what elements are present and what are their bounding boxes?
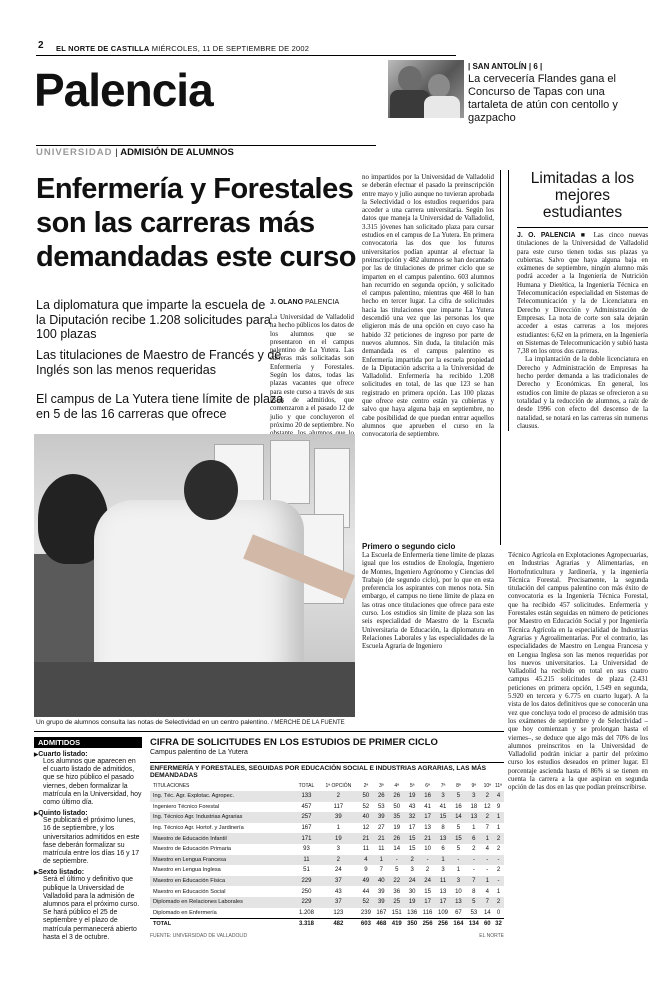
cell-value: 5: [456, 846, 461, 853]
cell-value: 229: [294, 876, 318, 887]
teaser-kicker: | SAN ANTOLÍN | 6 |: [468, 62, 543, 71]
cell-value: 14: [483, 909, 491, 916]
cell-value: 13: [439, 888, 447, 895]
cell-value: 2: [496, 846, 501, 853]
column-header: 8ª: [456, 783, 461, 789]
total-row: [150, 918, 504, 929]
cell-value: 117: [333, 803, 344, 810]
page-number: 2: [38, 40, 44, 51]
table-header-row: [150, 781, 504, 791]
cell-value: 5: [456, 825, 461, 832]
row-label: Maestro en Lengua Francesa: [150, 855, 294, 866]
byline-place: PALENCIA: [305, 299, 340, 306]
admitidos-box: [34, 737, 142, 942]
cell-value: 50: [393, 803, 401, 810]
column-header: 5ª: [409, 783, 415, 789]
column-header: 6ª: [425, 783, 430, 789]
cell-value: 36: [393, 888, 401, 895]
body-column-4: Técnico Agrícola en Explotaciones Agropecuarias, en Industrias Agrarias y Alimentarias, en Hortofruticultura y Jardinería, y la ingeniería Técnica Forestal. Precisamente, la segunda titulación del campus palentino con más éxito de convocatoria es la Ingeniería Técnica Forestal, que ha recibido 457 solicitudes. Enfermería y Forestales están seguidas en número de peticiones por Maestro en Educación Social y por Ingeniería Técnica Agrícola en la especialidad de Industrias Agrarias y Agroalimentarias. Por el contrario, las especialidades de Maestro en Lengua Francesa y en Lengua Inglesa son las menos requeridas por los nuevos universitarios. La Universidad de Valladolid ha recibido en total en sus cuatro campus 45.215 solicitudes de plaza (2.431 peticiones en primera opción, 1.549 en segunda, 5.920 en tercera y 6.775 en cuarto lugar). A la vista de los datos definitivos que se conocerán una vez que concluya todo el proceso de admisión tras los exámenes de septiembre y de Selectividad –que hoy comienzan y se prolongan hasta el viernes–, se deduce que algo más del 70% de los alumnos preinscritos en la Universidad de Valladolid podrán iniciar a partir del próximo curso los estudios deseados en primer lugar. El porcentaje ascienda hasta el 86% si se tienen en cuenta la carrera a la que aspiran en segunda opción de las dos en las que podían preinscribirse.: [508, 552, 648, 792]
row-label: Ing. Téc. Agr. Explotac. Agropec.: [150, 791, 294, 802]
column-header: 10ª: [483, 783, 491, 789]
cell-value: 1: [472, 825, 476, 832]
applications-table-block: [150, 737, 504, 939]
cell-value: 39: [377, 888, 385, 895]
sidebar-author: J. O. PALENCIA: [517, 232, 576, 239]
cell-value: 39: [374, 897, 389, 908]
column-header: 9ª: [471, 783, 477, 789]
column-header: 2ª: [363, 783, 369, 789]
admitidos-item: [34, 751, 142, 807]
total-value: 482: [319, 918, 359, 929]
total-value: 134: [466, 918, 481, 929]
admitidos-title: ADMITIDOS: [34, 737, 142, 748]
cell-value: 19: [319, 833, 359, 844]
row-label: Maestro de Educación Infantil: [150, 833, 294, 844]
byline: [270, 299, 339, 306]
cell-value: 17: [408, 825, 416, 832]
cell-value: 1: [482, 833, 493, 844]
cell-value: 1.208: [298, 909, 314, 916]
table-title: CIFRA DE SOLICITUDES EN LOS ESTUDIOS DE PRIMER CICLO: [150, 737, 438, 748]
sidebar-paragraph: Las cinco nuevas titulaciones de la Universidad de Valladolid para este curso tienen todas sus plazas ya cubiertas. Salvo que haya alguna baja en exámenes de septiembre, ningún alumno más podrá acceder a la Ingeniería de Nutrición Humana y Dietética, la Ingeniería Técnica en Telecomunicación especialidad en Sistemas de Telecomunicación y la de Licenciatura en Derecho y Dirección y Administración de Empresas. La nota de corte son sala dejarán acceder a estas carreras a los mejores estudiantes: 6,62 en la primera, en la Ingeniería en Sistemas de Telecomunicación y subió hasta 7,38 en los otros dos carreras.: [517, 232, 649, 356]
cell-value: 39: [319, 812, 359, 823]
masthead: [56, 44, 309, 53]
cell-value: 6: [441, 846, 445, 853]
cell-value: 43: [335, 888, 342, 895]
body-column-1: La Universidad de Valladolid ha hecho públicos los datos de los alumnos que se presentaron en el campus palentino de La Yutera. Las carreras más solicitadas son Enfermería y Forestales. Según los datos, todas las plazas vacantes que ofrece para este curso a través de sus listas de admitidos, que comenzaron a el pasado 12 de julio y que concluyeron el próximo 20 de septiembre. No: [270, 314, 355, 429]
photo-credit: / MERCHE DE LA FUENTE: [270, 720, 345, 726]
column-header: TITULACIONES: [153, 783, 190, 789]
cell-value: 167: [376, 909, 387, 916]
kicker-section: UNIVERSIDAD: [36, 147, 113, 158]
admitidos-item: [34, 869, 142, 942]
cell-value: 2: [482, 812, 493, 823]
admitidos-item: [34, 810, 142, 866]
cell-value: 3: [441, 867, 445, 874]
cell-value: 15: [424, 888, 431, 895]
total-value: 32: [493, 918, 504, 929]
total-value: 256: [420, 918, 435, 929]
row-label: Maestro en Lengua Inglesa: [153, 867, 221, 874]
table-subtitle: Campus palentino de La Yutera: [150, 749, 248, 756]
table-caption: ENFERMERÍA Y FORESTALES, SEGUIDAS POR EDUCACIÓN SOCIAL E INDUSTRIAS AGRARIAS, LAS MÁS DEMANDADAS: [150, 762, 504, 779]
cell-value: 3: [451, 876, 466, 887]
cell-value: 15: [408, 846, 416, 853]
cell-value: 15: [451, 833, 466, 844]
cell-value: 53: [470, 909, 478, 916]
cell-value: 457: [301, 803, 312, 810]
cell-value: 26: [389, 833, 404, 844]
cell-value: 2: [493, 833, 504, 844]
admitidos-item-body: Se publicará el próximo lunes, 16 de septiembre, y los universitarios admitidos en este fase deberán formalizar su matrícula entre los días 16 y 17 de septiembre.: [43, 817, 140, 866]
cell-value: 21: [358, 833, 373, 844]
cell-value: 26: [374, 791, 389, 802]
cell-value: 109: [438, 909, 449, 916]
cell-value: 2: [425, 867, 430, 874]
cell-value: 12: [362, 825, 370, 832]
cell-value: 17: [420, 812, 435, 823]
admitidos-item-title: ▶ Cuarto listado:: [34, 751, 142, 758]
cell-value: 123: [333, 909, 344, 916]
column-header: 1ª OPCIÓN: [325, 783, 352, 789]
cell-value: 49: [358, 876, 373, 887]
cell-value: 2: [482, 791, 493, 802]
table-row: [150, 844, 504, 855]
teaser-photo: [388, 60, 464, 118]
table-row: [150, 802, 504, 813]
table-row: [150, 823, 504, 834]
cell-value: 10: [424, 846, 431, 853]
cell-value: 4: [493, 791, 504, 802]
sidebar-rule: [517, 227, 648, 228]
cell-value: -: [493, 876, 504, 887]
cell-value: 167: [301, 825, 312, 832]
cell-value: 229: [294, 897, 318, 908]
body-column-2: no impartidos por la Universidad de Valladolid se deberán efectuar el pasado la preinscripción entre mayo y julio aunque no tuvieran aprobada la Selectividad o los estudios requeridos para acceder a una carrera universitaria. Según los datos que maneja la Universidad de Valladolid, 3.315 jóvenes han solicitado plaza para cursar estudios en el campus de La Yutera. En primera convocatoria las dos que los futuros universitarios podían apuntar al efectuar la preinscripción y 482 alumnos se han decantado por las de titulaciones de primer ciclo que se imparten en el campus palentino. 603 alumnos han recurrido en segunda opción, y solicitado el campus palentino, mientras que 468 lo han hecho en tercer lugar. La cifra de solicitudes hacia las titulaciones que imparte La Yutera descendió una vez que las personas los que eligieron más de una opción en cuyo caso ha habido 32 peticiones de ingreso por parte de nuevos alumnos. Sin duda, la titulación más demandada es el campus palentino es Enfermería impartida por la escuela propiedad de la Diputación adscrita a la Universidad de Valladolid. Enfermería ha recibido 1.208 solicitudes en total, de las que 123 se han registrado en primera opción. Las 100 plazas que ofrece este centro están ya cubiertas y salvo que haya alguna baja en septiembre, no cabe posibilidad de que puedan entrar aquellos alumnos que aprueben el curso en la convocatoria de septiembre.: [362, 174, 494, 439]
cell-value: 2: [404, 855, 419, 866]
sidebar: [508, 170, 648, 431]
cell-value: 25: [389, 897, 404, 908]
cell-value: 19: [404, 791, 419, 802]
cell-value: 41: [424, 803, 431, 810]
cell-value: 1: [493, 812, 504, 823]
cell-value: 171: [294, 833, 318, 844]
cell-value: 7: [482, 897, 493, 908]
teaser-headline[interactable]: La cervecería Flandes gana el Concurso de Tapas con una tartaleta de atún con centollo y gazpacho: [468, 73, 618, 124]
cell-value: 50: [358, 791, 373, 802]
table-row: [150, 812, 504, 823]
cell-value: 7: [485, 825, 489, 832]
cell-value: 1: [435, 855, 450, 866]
cell-value: 3: [336, 846, 341, 853]
cell-value: 30: [408, 888, 416, 895]
cell-value: 11: [294, 855, 318, 866]
total-value: 603: [358, 918, 373, 929]
row-label: Diplomado en Relaciones Laborales: [150, 897, 294, 908]
cell-value: 24: [404, 876, 419, 887]
cell-value: -: [420, 855, 435, 866]
cell-value: 3: [466, 791, 481, 802]
cell-value: 18: [470, 803, 478, 810]
cell-value: 257: [294, 812, 318, 823]
cell-value: 40: [374, 876, 389, 887]
table-row: [150, 876, 504, 887]
cell-value: 5: [466, 897, 481, 908]
row-label: Ingeniero Técnico Forestal: [153, 803, 220, 810]
column-divider: [500, 170, 501, 545]
cell-value: 2: [319, 791, 359, 802]
cell-value: 8: [472, 888, 476, 895]
cell-value: 1: [374, 855, 389, 866]
cell-value: 11: [435, 876, 450, 887]
cell-value: 53: [377, 803, 385, 810]
cell-value: 7: [379, 867, 383, 874]
column-header: 11ª: [494, 783, 503, 789]
cell-value: 151: [391, 909, 402, 916]
cell-value: 37: [319, 876, 359, 887]
news-photo: [34, 434, 355, 717]
cell-value: 11: [378, 846, 385, 853]
table-row: [150, 897, 504, 908]
column-header: 7ª: [440, 783, 446, 789]
subhead: Primero o segundo ciclo: [362, 542, 456, 551]
cell-value: 3: [410, 867, 414, 874]
cell-value: 1: [496, 888, 501, 895]
cell-value: 26: [389, 791, 404, 802]
cell-value: 17: [435, 897, 450, 908]
cell-value: 21: [420, 833, 435, 844]
row-label: Maestro en Educación Social: [153, 888, 226, 895]
cell-value: 21: [374, 833, 389, 844]
sidebar-body: J. O. PALENCIA ■ Las cinco nuevas titulaciones de la Universidad de Valladolid para este curso tienen todas sus plazas ya cubiertas. Salvo que haya alguna baja en exámenes de septiembre, ningún alumno más podrá acceder a la Ingeniería de Nutrición Humana y Dietética, la Ingeniería Técnica en Telecomunicación especialidad en Sistemas de Telecomunicación y la de Licenciatura en Derecho y Dirección y Administración de Empresas. La nota de corte son sala dejarán acceder a estas carreras a los mejores estudiantes: 6,62 en la primera, en la Ingeniería en Sistemas de Telecomunicación y subió hasta 7,38 en los otros dos carreras. La implantación de la doble licenciatura en Derecho y Administración de Empresas ha hecho perder demanda a las tradicionales de Derecho y Económicas. En general, los estudios con límite de plazas se ofrecieron a su totalidad y la reducción de alumnos, a raíz de desde 1996 con efecto del descenso de la natalidad, se notará en las carreras sin numerus clausus.: [517, 232, 649, 430]
cell-value: -: [486, 867, 489, 874]
cell-value: 40: [358, 812, 373, 823]
section-title: Palencia: [34, 64, 213, 116]
cell-value: 239: [360, 909, 371, 916]
row-label: Ing. Técnico Agr. Hortof. y Jardinería: [153, 825, 244, 832]
caption-text: Un grupo de alumnos consulta las notas de Selectividad en un centro palentino.: [36, 719, 270, 726]
cell-value: 43: [408, 803, 416, 810]
admitidos-item-body: Los alumnos que aparecen en el cuarto listado de admitidos, que se hizo público el pasado viernes, deben formalizar la matrícula en la Universidad, hoy como último día.: [43, 758, 142, 807]
sidebar-title: Limitadas a los mejores estudiantes: [530, 170, 635, 221]
total-value: 468: [374, 918, 389, 929]
cell-value: 15: [404, 833, 419, 844]
edition-date: MIÉRCOLES, 11 DE SEPTIEMBRE DE 2002: [151, 44, 310, 53]
admitidos-item-title: ▶ Quinto listado:: [34, 810, 142, 817]
table-row: [150, 791, 504, 802]
cell-value: 1: [496, 825, 501, 832]
cell-value: -: [451, 855, 466, 866]
row-label: Diplomado en Enfermería: [153, 909, 217, 916]
cell-value: 9: [364, 867, 368, 874]
total-value: 60: [482, 918, 493, 929]
cell-value: -: [466, 855, 481, 866]
article-kicker: UNIVERSIDAD | ADMISIÓN DE ALUMNOS: [36, 147, 234, 158]
admitidos-item-title: ▶ Sexto listado:: [34, 869, 142, 876]
table-source: FUENTE: UNIVERSIDAD DE VALLADOLID: [150, 932, 248, 939]
cell-value: 1: [336, 825, 341, 832]
table-row: [150, 833, 504, 844]
total-value: 350: [404, 918, 419, 929]
total-value: 164: [451, 918, 466, 929]
cell-value: 13: [466, 812, 481, 823]
cell-value: 35: [389, 812, 404, 823]
cell-value: 11: [362, 846, 370, 853]
cell-value: -: [493, 855, 504, 866]
cell-value: 0: [496, 909, 501, 916]
cell-value: 2: [319, 855, 359, 866]
table-row: [150, 865, 504, 876]
cell-value: 32: [404, 812, 419, 823]
deck-1: La diplomatura que imparte la escuela de la Diputación recibe 1.208 solicitudes para 100 plazas: [36, 298, 271, 341]
table-row: [150, 886, 504, 897]
cell-value: 15: [435, 812, 450, 823]
cell-value: 5: [451, 791, 466, 802]
cell-value: 5: [395, 867, 399, 874]
deck-3: El campus de La Yutera tiene límite de plaza en 5 de las 16 carreras que ofrece: [36, 392, 284, 421]
column-header: 3ª: [379, 783, 384, 789]
row-label: Maestro de Educación Primaria: [153, 846, 232, 853]
table-footer: [150, 933, 504, 939]
cell-value: 1: [482, 876, 493, 887]
cell-value: 24: [335, 867, 342, 874]
article-headline: Enfermería y Forestales son las carreras más demandadas este curso: [36, 173, 356, 273]
cell-value: 44: [362, 888, 370, 895]
cell-value: 3: [435, 791, 450, 802]
total-value: 256: [435, 918, 450, 929]
cell-value: 6: [466, 833, 481, 844]
cell-value: 39: [374, 812, 389, 823]
deck-2: Las titulaciones de Maestro de Francés y de Inglés son las menos requeridas: [36, 348, 282, 377]
cell-value: -: [472, 867, 475, 874]
cell-value: 19: [404, 897, 419, 908]
table-agency: EL NORTE: [479, 932, 504, 939]
cell-value: 93: [303, 846, 310, 853]
cell-value: 250: [301, 888, 312, 895]
cell-value: 67: [455, 909, 462, 916]
cell-value: 41: [439, 803, 447, 810]
applications-table: [150, 781, 504, 929]
cell-value: 1: [456, 867, 461, 874]
cell-value: -: [482, 855, 493, 866]
row-label: Maestro en Educación Física: [150, 876, 294, 887]
cell-value: -: [389, 855, 404, 866]
kicker-rule: [36, 145, 376, 146]
masthead-rule: [36, 55, 456, 56]
row-label: Ing. Técnico Agr. Industrias Agrarias: [150, 812, 294, 823]
admitidos-item-body: Será el último y definitivo que publique la Universidad de Valladolid para la admisión de alumnos para el próximo curso. Se hará público el 25 de septiembre y el plazo de matrícula permanecerá abierto hasta el 3 de octubre.: [43, 876, 140, 941]
cell-value: 133: [294, 791, 318, 802]
row-label: TOTAL: [150, 918, 294, 929]
bottom-rule: [34, 731, 504, 732]
cell-value: 13: [424, 825, 431, 832]
column-header: TOTAL: [298, 783, 315, 789]
photo-caption: [36, 719, 356, 726]
cell-value: 9: [496, 803, 501, 810]
cell-value: 51: [303, 867, 310, 874]
cell-value: 22: [389, 876, 404, 887]
table-row: [150, 908, 504, 919]
kicker-topic: ADMISIÓN DE ALUMNOS: [120, 147, 234, 158]
cell-value: 2: [496, 867, 501, 874]
cell-value: 24: [420, 876, 435, 887]
cell-value: 4: [485, 846, 489, 853]
total-value: 419: [389, 918, 404, 929]
byline-author: J. OLANO: [270, 299, 304, 306]
cell-value: 136: [407, 909, 418, 916]
cell-value: 17: [420, 897, 435, 908]
cell-value: 116: [422, 909, 433, 916]
cell-value: 2: [493, 897, 504, 908]
cell-value: 14: [451, 812, 466, 823]
cell-value: 7: [466, 876, 481, 887]
cell-value: 13: [435, 833, 450, 844]
cell-value: 2: [472, 846, 476, 853]
cell-value: 52: [362, 803, 370, 810]
cell-value: 4: [485, 888, 489, 895]
total-value: 3.318: [294, 918, 318, 929]
cell-value: 52: [358, 897, 373, 908]
cell-value: 8: [441, 825, 445, 832]
cell-value: 27: [377, 825, 385, 832]
cell-value: 16: [420, 791, 435, 802]
cell-value: 37: [319, 897, 359, 908]
cell-value: 10: [455, 888, 462, 895]
cell-value: 4: [358, 855, 373, 866]
cell-value: 19: [393, 825, 401, 832]
cell-value: 13: [451, 897, 466, 908]
body-column-3: La Escuela de Enfermería tiene límite de plazas igual que los estudios de Enología, Ingeniero de Montes, Ingeniero Agrónomo y Ciencias del Trabajo (de segundo ciclo), por lo que en esta preferencia los aspirantes con menos nota. Sin embargo, el campus no tiene límite de plaza en las otras once titulaciones que ofrece para este curso. Los estudios sin límite de plaza son las seis especialidad de Maestro de la Escuela Universitaria de Educación, la diplomatura en Relaciones Laborales y las especialidades de la Escuela Agraria de Ingeniero: [362, 552, 494, 651]
table-row: [150, 855, 504, 866]
column-header: 4ª: [394, 783, 400, 789]
cell-value: 16: [455, 803, 462, 810]
sidebar-paragraph: La implantación de la doble licenciatura en Derecho y Administración de Empresas ha hecho perder demanda a las tradicionales de Derecho y Económicas. En general, los estudios con límite de plazas se ofrecieron a su totalidad y la reducción de alumnos, a raíz de desde 1996 con efecto del descenso de la natalidad, se notará en las carreras sin numerus clausus.: [517, 356, 648, 430]
cell-value: 14: [393, 846, 401, 853]
cell-value: 12: [483, 803, 491, 810]
paper-name: EL NORTE DE CASTILLA: [56, 44, 150, 53]
